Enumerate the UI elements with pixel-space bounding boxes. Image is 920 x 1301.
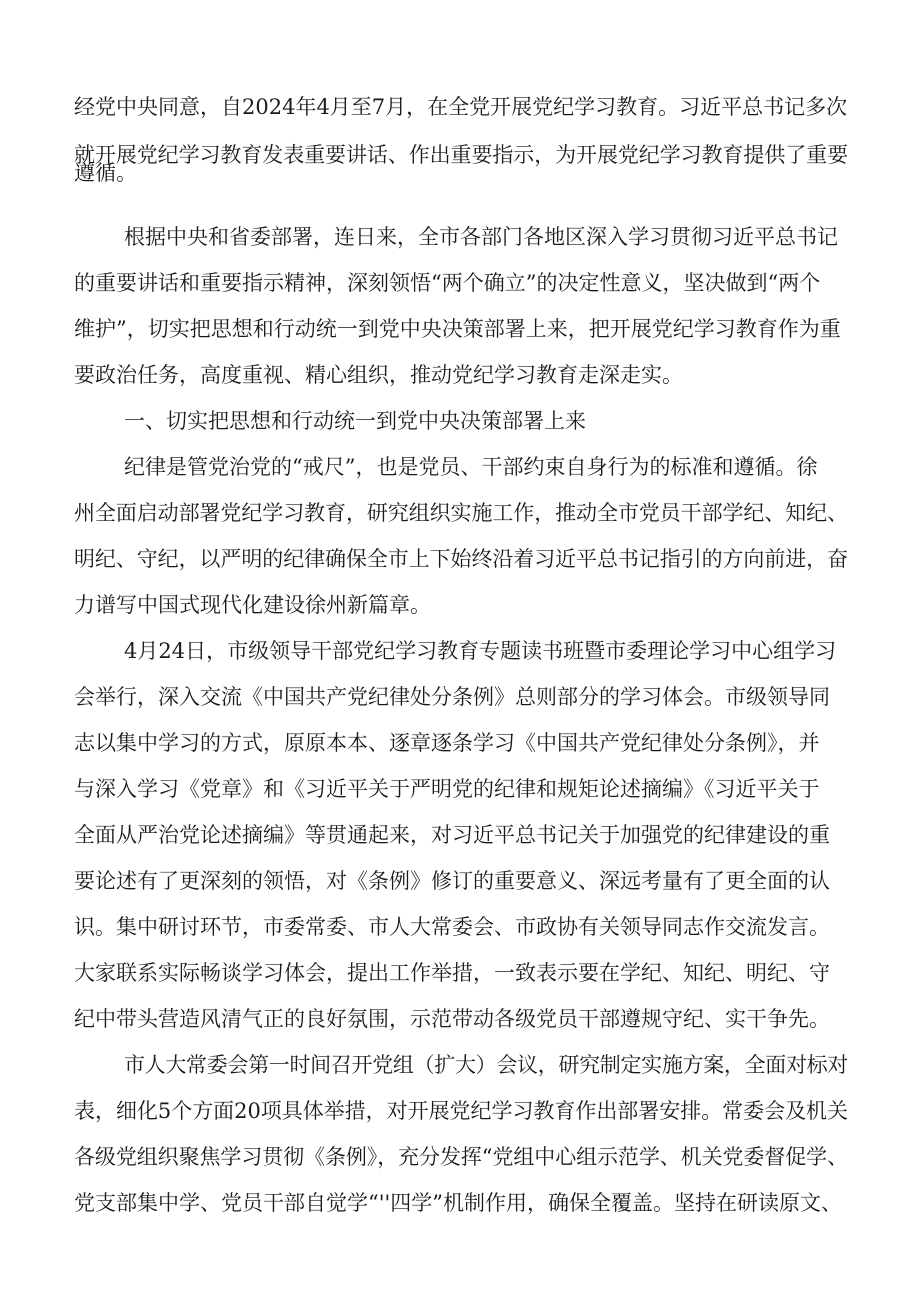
text-line: 力谱写中国式现代化建设徐州新篇章。 [74, 593, 431, 617]
text-line: 与深入学习《党章》和《习近平关于严明党的纪律和规矩论述摘编》《习近平关于 [74, 777, 820, 801]
text-line: 州全面启动部署党纪学习教育，研究组织实施工作，推动全市党员干部学纪、知纪、 [74, 501, 848, 525]
text-line: 明纪、守纪，以严明的纪律确保全市上下始终沿着习近平总书记指引的方向前进，奋 [74, 547, 848, 571]
text-line: 大家联系实际畅谈学习体会，提出工作举措，一致表示要在学纪、知纪、明纪、守 [74, 961, 830, 985]
text-line: 识。集中研讨环节，市委常委、市人大常委会、市政协有关领导同志作交流发言。 [74, 915, 830, 939]
text-line: 要论述有了更深刻的领悟，对《条例》修订的重要意义、深远考量有了更全面的认 [74, 869, 830, 893]
text-line: 维护”，切实把思想和行动统一到党中央决策部署上来，把开展党纪学习教育作为重 [74, 317, 841, 341]
text-line: 表，细化5个方面20项具体举措，对开展党纪学习教育作出部署安排。常委会及机关 [74, 1099, 848, 1123]
text-line: 4月24日，市级领导干部党纪学习教育专题读书班暨市委理论学习中心组学习 [124, 639, 837, 663]
text-line: 就开展党纪学习教育发表重要讲话、作出重要指示，为开展党纪学习教育提供了重要 [74, 143, 848, 167]
text-line: 会举行，深入交流《中国共产党纪律处分条例》总则部分的学习体会。市级领导同 [74, 685, 830, 709]
text-line: 党支部集中学、党员干部自觉学“''四学”机制作用，确保全覆盖。坚持在研读原文、 [74, 1191, 843, 1215]
text-line: 根据中央和省委部署，连日来，全市各部门各地区深入学习贯彻习近平总书记 [124, 225, 838, 249]
text-line: 经党中央同意，自2024年4月至7月，在全党开展党纪学习教育。习近平总书记多次 [74, 95, 848, 119]
section-heading: 一、切实把思想和行动统一到党中央决策部署上来 [124, 409, 586, 433]
text-line: 各级党组织聚焦学习贯彻《条例》，充分发挥“党组中心组示范学、机关党委督促学、 [74, 1145, 848, 1169]
text-line: 纪中带头营造风清气正的良好氛围，示范带动各级党员干部遵规守纪、实干争先。 [74, 1007, 830, 1031]
text-line: 遵循。 [74, 161, 137, 185]
text-line: 的重要讲话和重要指示精神，深刻领悟“两个确立”的决定性意义，坚决做到“两个 [74, 271, 821, 295]
text-line: 全面从严治党论述摘编》等贯通起来，对习近平总书记关于加强党的纪律建设的重 [74, 823, 830, 847]
text-line: 纪律是管党治党的“戒尺”，也是党员、干部约束自身行为的标准和遵循。徐 [124, 455, 818, 479]
text-line: 市人大常委会第一时间召开党组（扩大）会议，研究制定实施方案，全面对标对 [124, 1053, 848, 1077]
text-line: 志以集中学习的方式，原原本本、逐章逐条学习《中国共产党纪律处分条例》，并 [74, 731, 820, 755]
text-line: 要政治任务，高度重视、精心组织，推动党纪学习教育走深走实。 [74, 363, 683, 387]
